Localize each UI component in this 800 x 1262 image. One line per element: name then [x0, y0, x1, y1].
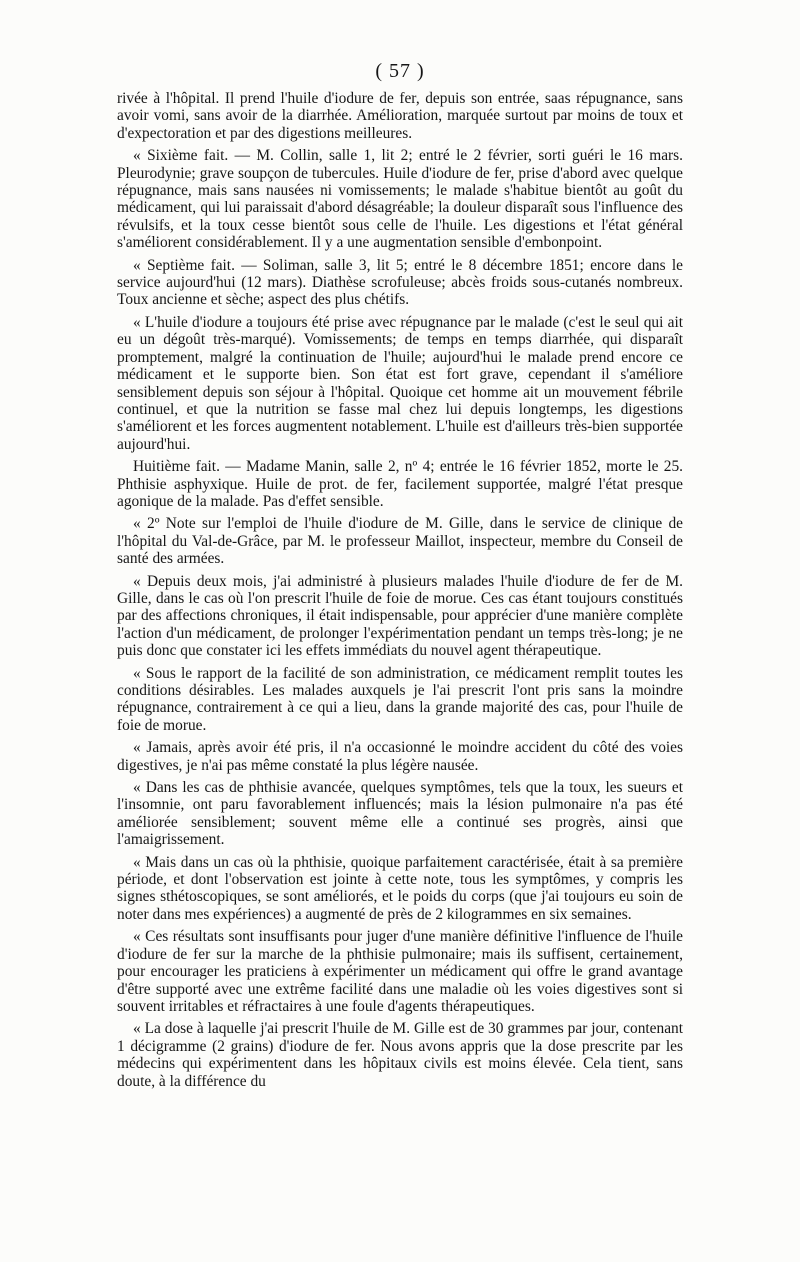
paragraph: « L'huile d'iodure a toujours été prise avec répugnance par le malade (c'est le seul qui ait eu un dégoût très-marqué). Vomissements; de temps en temps diarrhée, qui disparaît promptement, malgré la continuation de l'huile; aujourd'hui le malade prend encore ce médicament et le supporte bien. Son état est fort grave, cependant il s'améliore sensiblement depuis son séjour à l'hôpital. Quoique cet homme ait un mouvement fébrile continuel, et que la nutrition se fasse mal chez lui depuis longtemps, les digestions s'améliorent et les forces augmentent notablement. L'huile est d'ailleurs très-bien supportée aujourd'hui. — [117, 313, 683, 453]
paragraph: « Sixième fait. — M. Collin, salle 1, lit 2; entré le 2 février, sorti guéri le 16 mars. Pleurodynie; grave soupçon de tubercules. Huile d'iodure de fer, prise d'abord avec quelque répugnance, mais sans nausées ni vomissements; le malade s'habitue bientôt au goût du médicament, qui lui paraissait d'abord désagréable; la douleur disparaît sous l'influence des révulsifs, et la toux cesse bientôt sous celle de l'huile. Les digestions et l'état général s'améliorent considérablement. Il y a une augmentation sensible d'embonpoint. — [117, 147, 683, 252]
paragraph: « Jamais, après avoir été pris, il n'a occasionné le moindre accident du côté des voies digestives, je n'ai pas même constaté la plus légère nausée. — [117, 739, 683, 774]
paragraph: « 2º Note sur l'emploi de l'huile d'iodure de M. Gille, dans le service de clinique de l'hôpital du Val-de-Grâce, par M. le professeur Maillot, inspecteur, membre du Conseil de santé des armées. — [117, 515, 683, 568]
paragraph: « La dose à laquelle j'ai prescrit l'huile de M. Gille est de 30 grammes par jour, contenant 1 décigramme (2 grains) d'iodure de fer. Nous avons appris que la dose prescrite par les médecins qui expérimentent dans les hôpitaux civils est moins élevée. Cela tient, sans doute, à la différence du — [117, 1020, 683, 1090]
body-text — [117, 90, 683, 1095]
paragraph: « Sous le rapport de la facilité de son administration, ce médicament remplit toutes les conditions désirables. Les malades auxquels je l'ai prescrit l'ont pris sans la moindre répugnance, contrairement à ce qui a lieu, dans la grande majorité des cas, pour l'huile de foie de morue. — [117, 664, 683, 734]
paragraph: rivée à l'hôpital. Il prend l'huile d'iodure de fer, depuis son entrée, saas répugnance, sans avoir vomi, sans avoir de la diarrhée. Amélioration, marquée surtout par moins de toux et d'expectoration et par des digestions meilleures. — [117, 90, 683, 142]
paragraph: « Mais dans un cas où la phthisie, quoique parfaitement caractérisée, était à sa première période, et dont l'observation est jointe à cette note, tous les symptômes, y compris les signes sthétoscopiques, se sont améliorés, et le poids du corps (que j'ai toujours eu soin de noter dans mes expériences) a augmenté de près de 2 kilogrammes en six semaines. — [117, 853, 683, 923]
paragraph: Huitième fait. — Madame Manin, salle 2, nº 4; entrée le 16 février 1852, morte le 25. Phthisie asphyxique. Huile de prot. de fer, facilement supportée, malgré l'état presque agonique de la malade. Pas d'effet sensible. — [117, 458, 683, 510]
paragraph: « Septième fait. — Soliman, salle 3, lit 5; entré le 8 décembre 1851; encore dans le service aujourd'hui (12 mars). Diathèse scrofuleuse; abcès froids sous-cutanés nombreux. Toux ancienne et sèche; aspect des plus chétifs. — [117, 256, 683, 309]
paragraph: « Depuis deux mois, j'ai administré à plusieurs malades l'huile d'iodure de fer de M. Gille, dans le cas où l'on prescrit l'huile de foie de morue. Ces cas étant toujours constitués par des affections chroniques, il était indispensable, pour apprécier d'une manière complète l'action d'un médicament, de prolonger l'expérimentation pendant un temps très-long; je ne puis donc que constater ici les effets immédiats du nouvel agent thérapeutique. — [117, 572, 683, 660]
paragraph: « Ces résultats sont insuffisants pour juger d'une manière définitive l'influence de l'huile d'iodure de fer sur la marche de la phthisie pulmonaire; mais ils suffisent, certainement, pour encourager les praticiens à expérimenter un médicament qui offre le grand avantage d'être supporté avec une extrême facilité dans une maladie où les voies digestives sont si souvent irritables et réfractaires à une foule d'agents thérapeutiques. — [117, 928, 683, 1015]
paragraph: « Dans les cas de phthisie avancée, quelques symptômes, tels que la toux, les sueurs et l'insomnie, ont paru favorablement influencés; mais la lésion pulmonaire n'a pas été améliorée sensiblement; souvent même elle a continué ses progrès, ainsi que l'amaigrissement. — [117, 779, 683, 849]
page-number: ( 57 ) — [375, 60, 425, 82]
